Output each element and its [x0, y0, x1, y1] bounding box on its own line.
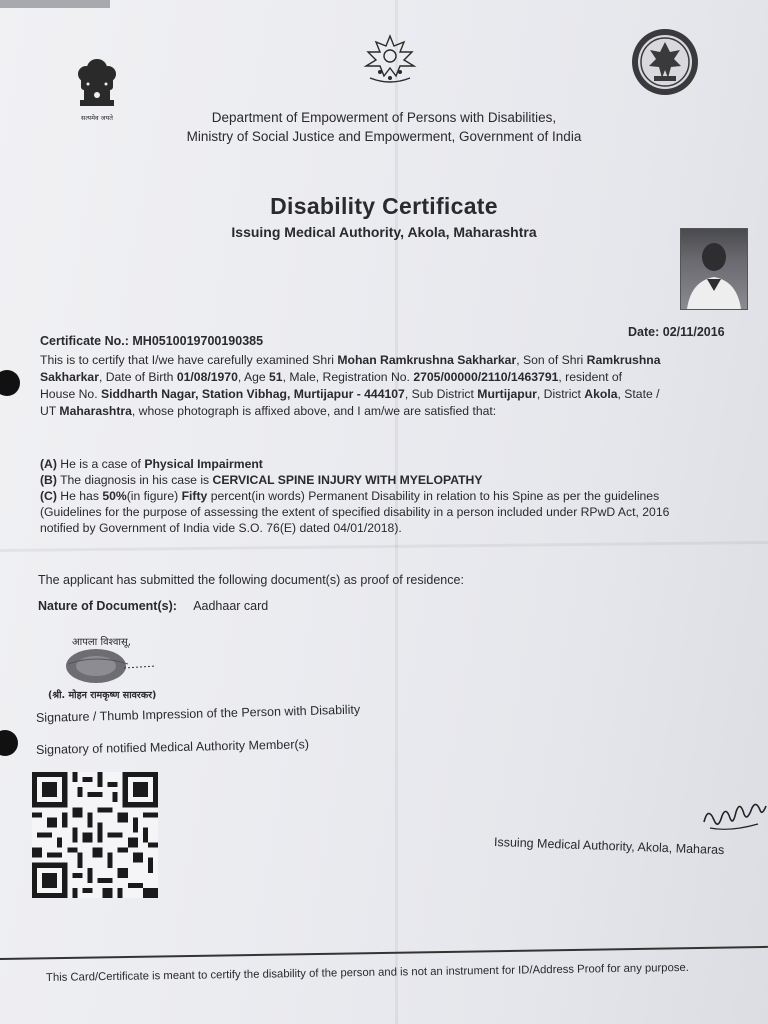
patient-name: Mohan Ramkrushna Sakharkar: [337, 353, 517, 367]
text: , Sub District: [404, 387, 478, 401]
text: , Male, Registration No.: [282, 370, 414, 384]
punch-hole: [0, 730, 18, 756]
finding-tag: (C): [40, 489, 57, 503]
document-value: Aadhaar card: [193, 599, 269, 613]
stamp-top-text: आपला विश्वासू,: [72, 637, 131, 648]
thumb-impression-icon: [58, 646, 158, 686]
footer-divider: [0, 946, 768, 960]
address: Siddharth Nagar, Station Vibhag, Murtijapur - 444107: [100, 387, 405, 401]
father-name-last: Sakharkar: [40, 370, 99, 384]
text: The diagnosis in his case is: [56, 473, 213, 487]
document-row: [38, 598, 268, 615]
certificate-date-label: Date:: [628, 325, 660, 339]
document-label: Nature of Document(s):: [38, 599, 177, 613]
intro-line-1: [40, 352, 660, 369]
father-name-first: Ramkrushna: [586, 353, 661, 367]
state-seal-icon: [626, 26, 704, 98]
sub-district: Murtijapur: [477, 387, 537, 401]
age: 51: [269, 370, 283, 384]
text: percent(in words) Permanent Disability in relation to his Spine as per the guidelines: [207, 489, 660, 503]
certificate-title: Disability Certificate: [270, 193, 498, 219]
finding-tag: (B): [40, 473, 57, 487]
text: , Age: [237, 370, 270, 384]
certificate-number-label: Certificate No.:: [40, 334, 129, 348]
residence-statement: The applicant has submitted the following document(s) as proof of residence:: [38, 573, 464, 587]
text: , Son of Shri: [516, 353, 587, 367]
text: (in figure): [126, 489, 182, 503]
qr-code[interactable]: [32, 772, 158, 898]
text: , resident of: [558, 370, 623, 384]
guidelines-line-2: notified by Government of India vide S.O. 76(E) dated 04/01/2018).: [40, 521, 402, 535]
text: This is to certify that I/we have carefully examined Shri: [40, 353, 338, 367]
text: , District: [536, 387, 585, 401]
certificate-number-value: MH0510019700190385: [132, 334, 264, 348]
intro-line-4: [40, 403, 496, 420]
text: He is a case of: [56, 457, 145, 471]
text: , State /: [617, 387, 660, 401]
finding-b: [40, 472, 482, 489]
person-silhouette-icon: [681, 229, 747, 309]
certificate-subtitle: Issuing Medical Authority, Akola, Maharashtra: [231, 224, 537, 240]
finding-tag: (A): [40, 457, 57, 471]
paper-fold: [0, 0, 110, 8]
district: Akola: [584, 387, 618, 401]
person-signature-label: Signature / Thumb Impression of the Person with Disability: [35, 702, 361, 725]
footer-disclaimer: This Card/Certificate is meant to certify the disability of the person and is not an instrument for ID/Address Proof for any purpose.: [45, 961, 689, 984]
intro-line-2: [40, 369, 622, 386]
guidelines-line-1: (Guidelines for the purpose of assessing the extent of specified disability in a person included under RPwD Act, 2016: [40, 505, 670, 519]
finding-c: [40, 488, 659, 505]
stamp-bottom-text: (श्री. मोहन रामकृष्ण सावरकर): [48, 690, 157, 701]
date-of-birth: 01/08/1970: [176, 370, 238, 384]
signatory-label: Signatory of notified Medical Authority Member(s): [35, 737, 310, 757]
department-logo-icon: [356, 32, 424, 86]
department-line-2: Ministry of Social Justice and Empowerment, Government of India: [186, 129, 582, 144]
text: , whose photograph is affixed above, and I am/we are satisfied that:: [131, 404, 497, 418]
emblem-motto: सत्यमेव जयते: [81, 114, 113, 122]
paper-crease: [0, 541, 768, 552]
text: UT: [40, 404, 60, 418]
certificate-number: [40, 333, 263, 350]
state: Maharashtra: [59, 404, 132, 418]
impairment-type: Physical Impairment: [144, 457, 263, 471]
authority-signature-icon: [700, 792, 768, 838]
issuing-authority-label: Issuing Medical Authority, Akola, Maharas: [493, 835, 725, 858]
applicant-photo: [680, 228, 748, 310]
text: House No.: [40, 387, 101, 401]
text: He has: [56, 489, 103, 503]
finding-a: [40, 456, 263, 473]
disability-percent: 50%: [102, 489, 127, 503]
department-line-1: Department of Empowerment of Persons with Disabilities,: [211, 110, 557, 125]
text: , Date of Birth: [98, 370, 177, 384]
certificate-date-value: 02/11/2016: [662, 325, 725, 339]
certificate-date: [628, 324, 725, 341]
registration-number: 2705/00000/2110/1463791: [413, 370, 559, 384]
disability-percent-words: Fifty: [181, 489, 208, 503]
intro-line-3: [40, 386, 660, 403]
diagnosis: CERVICAL SPINE INJURY WITH MYELOPATHY: [212, 473, 483, 487]
punch-hole: [0, 370, 20, 396]
